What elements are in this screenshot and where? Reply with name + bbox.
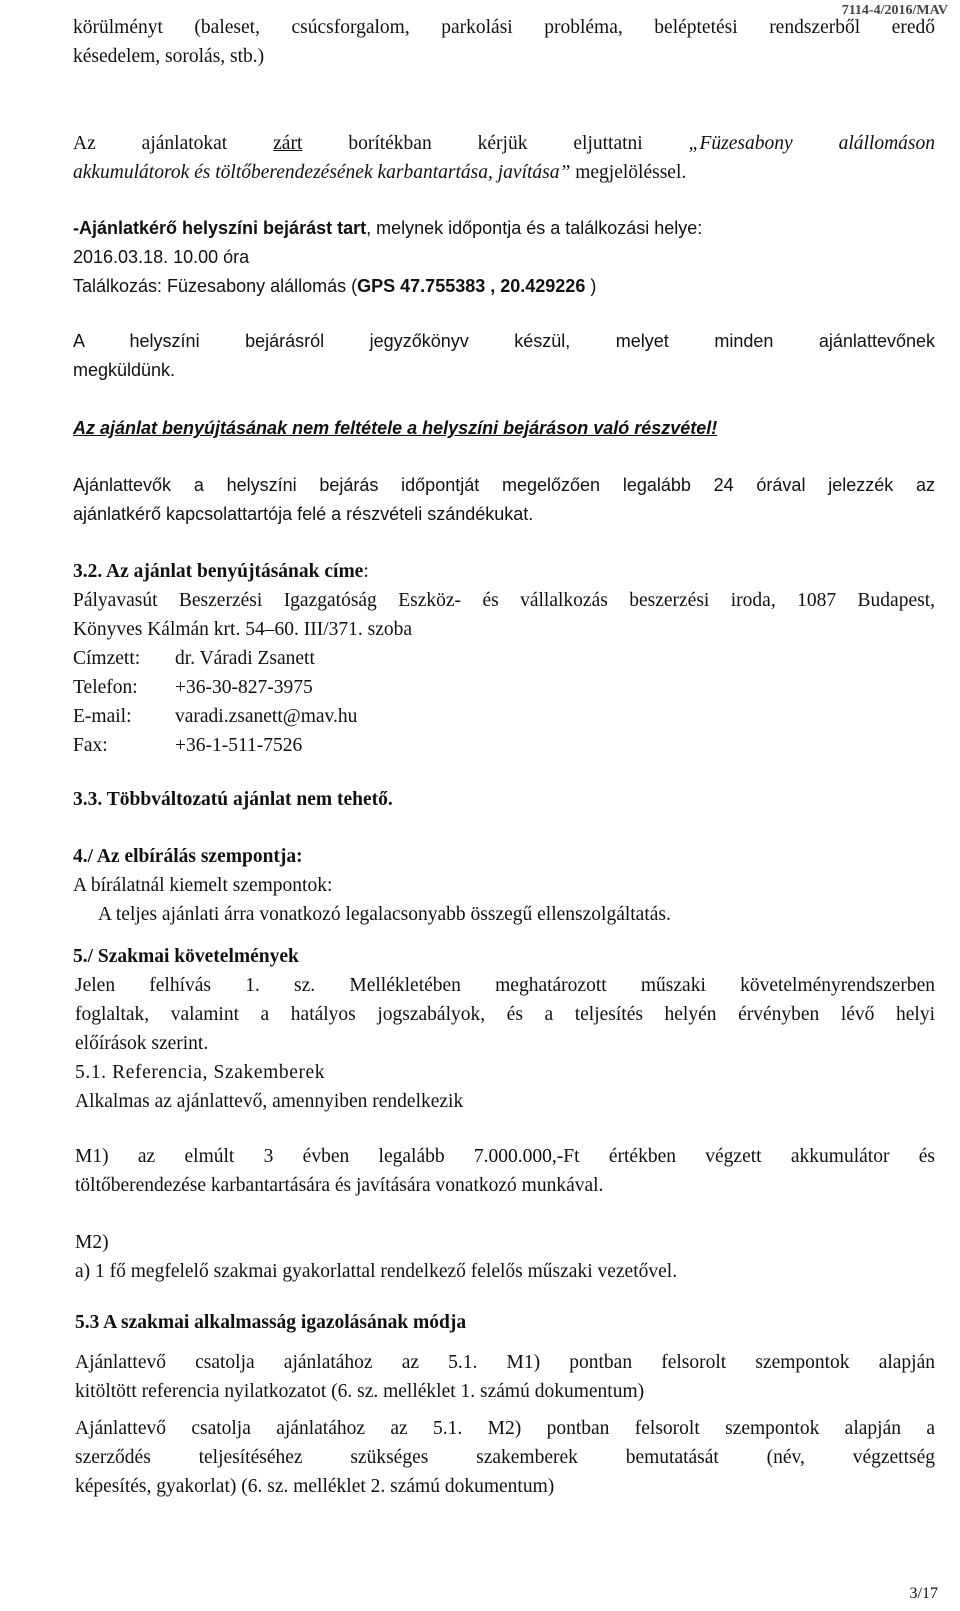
- section-5-3-p1: Ajánlattevő csatolja ajánlatához az 5.1. M1) pontban felsorolt szempontok alapján kitöltött referencia nyilatkozatot (6. sz. melléklet 1. számú dokumentum): [75, 1352, 935, 1402]
- requirement-m1: M1) az elmúlt 3 évben legalább 7.000.000,-Ft értékben végzett akkumulátor és töltőberendezése karbantartására és javítására vonatkozó munkával.: [75, 1146, 935, 1196]
- document-reference: 7114-4/2016/MAV: [841, 3, 948, 18]
- section-4-title: 4./ Az elbírálás szempontja:: [73, 846, 303, 867]
- contact-row: Telefon: +36-30-827-3975: [73, 677, 313, 698]
- contact-row: E-mail: varadi.zsanett@mav.hu: [73, 706, 358, 727]
- section-3-3: 3.3. Többváltozatú ajánlat nem tehető.: [73, 789, 393, 810]
- envelope-paragraph: Az ajánlatokat zárt borítékban kérjük eljuttatni „Füzesabony alállomáson akkumulátorok és töltőberendezésének karbantartása, javítása” megjelöléssel.: [73, 133, 936, 183]
- section-4: 4./ Az elbírálás szempontja: A bírálatnál kiemelt szempontok: A teljes ajánlati árra vonatkozó legalacsonyabb összegű ellenszolgáltatás.: [73, 842, 935, 929]
- minutes-paragraph: A helyszíni bejárásról jegyzőkönyv készül, melyet minden ajánlattevőnek megküldünk.: [73, 331, 935, 380]
- section-5-body: Jelen felhívás 1. sz. Mellékletében meghatározott műszaki követelményrendszerben foglaltak, valamint a hatályos jogszabályok, és a teljesítés helyén érvényben lévő helyi előírások szerint. 5.1. Referencia, Szakemberek Alkalmas az ajánlattevő, amennyiben rendelkezik: [75, 975, 935, 1112]
- notify-paragraph: Ajánlattevők a helyszíni bejárás időpontját megelőzően legalább 24 órával jelezzék az ajánlatkérő kapcsolattartója felé a részvételi szándékukat.: [73, 475, 935, 524]
- section-5-title: 5./ Szakmai követelmények: [73, 946, 299, 967]
- section-5-3-p2: Ajánlattevő csatolja ajánlatához az 5.1. M2) pontban felsorolt szempontok alapján a szerződés teljesítéséhez szükséges szakemberek bemutatását (név, végzettség képesítés, gyakorlat) (6. sz. melléklet 2. számú dokumentum): [75, 1418, 935, 1497]
- contact-row: Címzett: dr. Váradi Zsanett: [73, 648, 315, 669]
- contact-row: Fax: +36-1-511-7526: [73, 735, 303, 756]
- intro-paragraph: körülményt (baleset, csúcsforgalom, parkolási probléma, beléptetési rendszerből eredő késedelem, sorolás, stb.): [73, 17, 935, 67]
- section-3-2-title: 3.2. Az ajánlat benyújtásának címe: [73, 561, 364, 582]
- section-3-2: 3.2. Az ajánlat benyújtásának címe: Pályavasút Beszerzési Igazgatóság Eszköz- és vállalkozás beszerzési iroda, 1087 Budapest, Könyves Kálmán krt. 54–60. III/371. szoba Címzett: dr. Váradi Zsanett Telefon: +36-30-827-3975 E-mail: varadi.zsanett@mav.hu Fax: +36-1-511-7526: [73, 557, 935, 760]
- section-5-3-title: 5.3 A szakmai alkalmasság igazolásának módja: [75, 1312, 467, 1333]
- section-5: [73, 942, 935, 971]
- section-5-1-title: 5.1. Referencia, Szakemberek: [75, 1062, 326, 1083]
- requirement-m2: M2) a) 1 fő megfelelő szakmai gyakorlattal rendelkező felelős műszaki vezetővel.: [75, 1232, 678, 1282]
- page-number: 3/17: [909, 1585, 938, 1602]
- not-condition-notice: Az ajánlat benyújtásának nem feltétele a helyszíni bejáráson való részvétel!: [73, 418, 718, 438]
- site-visit-block: -Ajánlatkérő helyszíni bejárást tart, melynek időpontja és a találkozási helye: 2016.03.18. 10.00 óra Találkozás: Füzesabony alállomás (GPS 47.755383 , 20.429226 ): [73, 218, 703, 296]
